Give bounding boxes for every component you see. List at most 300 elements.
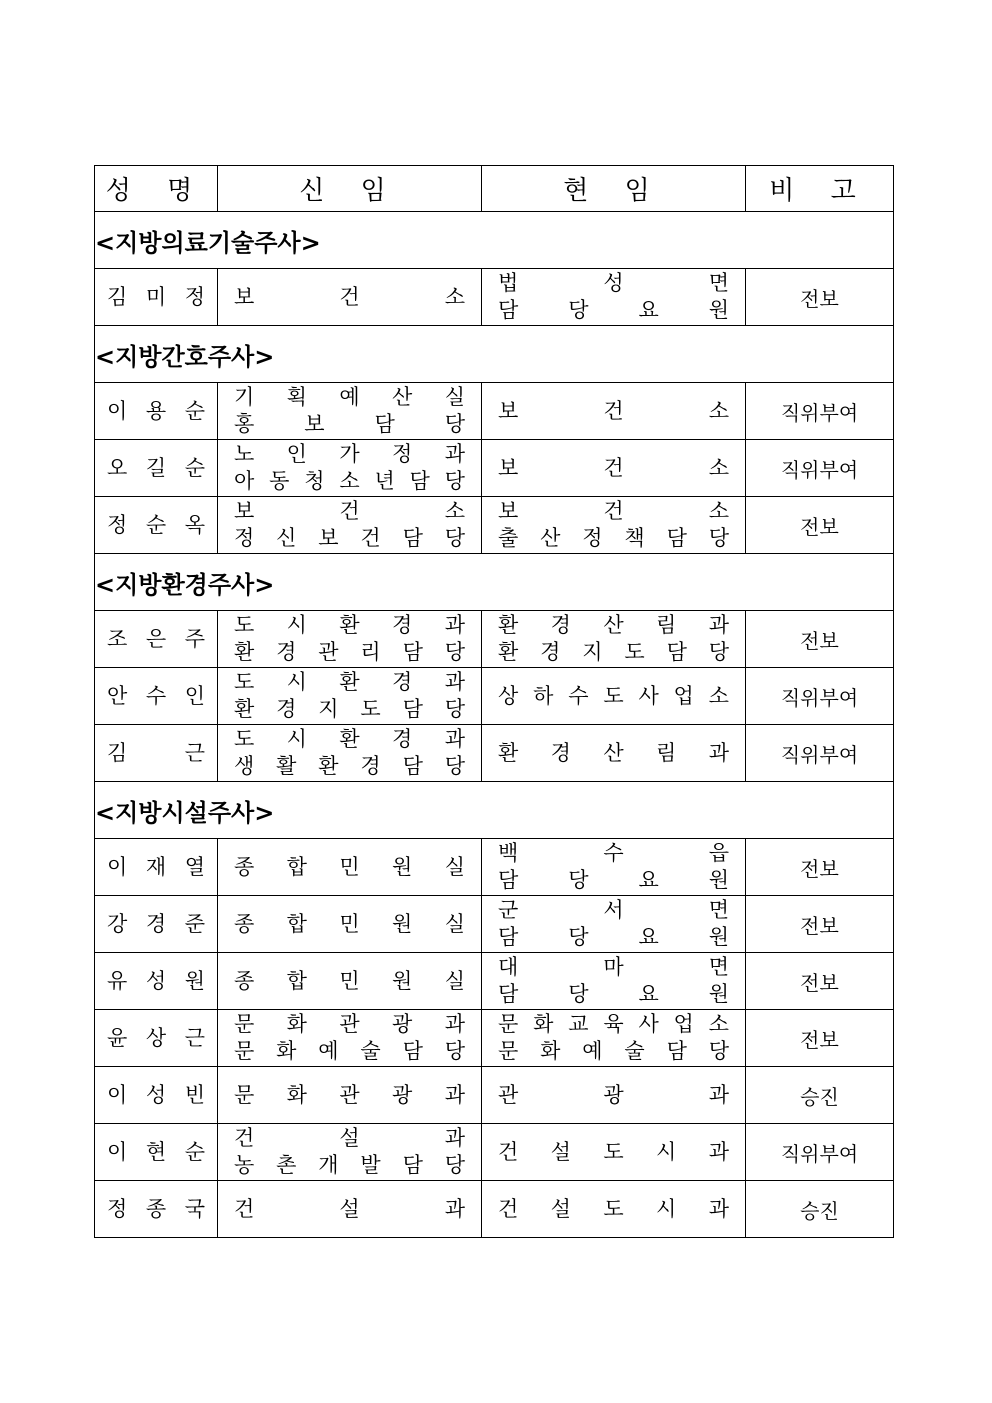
char: 육 [603,1012,624,1036]
char: 관 [498,1082,519,1107]
char: 예 [318,1039,339,1063]
table-row [95,1181,894,1238]
char: 신 [276,526,297,550]
note: 전보 [746,611,894,668]
personnel-table [94,165,894,1238]
char: 윤 [107,1025,128,1050]
char: 생 [234,754,255,778]
char: 강 [107,911,128,936]
current-post [482,269,746,326]
note: 전보 [746,896,894,953]
table-row [95,269,894,326]
char: 건 [498,1196,519,1221]
char: 설 [339,1126,360,1150]
char: 원 [392,854,413,879]
char: 아 [234,469,255,493]
person-name [95,1181,218,1238]
person-name-text [95,968,217,995]
current-post [482,953,746,1010]
char: 출 [498,526,519,550]
char: 설 [550,1139,571,1164]
char: 광 [392,1012,413,1036]
char: 동 [269,469,290,493]
char: 안 [107,683,128,708]
char: 경 [540,640,561,664]
char: 건 [234,1196,255,1221]
section-title: <지방시설주사> [95,782,894,839]
new-post [218,383,482,440]
current-post-line [482,897,745,924]
char: 발 [360,1153,381,1177]
new-post-line [218,468,481,495]
char: 보 [304,412,325,436]
char: 소 [708,398,729,423]
char: 당 [444,526,465,550]
note: 전보 [746,497,894,554]
char: 도 [603,683,624,708]
new-post [218,269,482,326]
char: 시 [656,1139,677,1164]
char: 경 [550,740,571,765]
char: 환 [318,754,339,778]
current-post [482,839,746,896]
char: 과 [444,670,465,694]
char: 경 [360,754,381,778]
char: 담 [498,982,519,1006]
char: 준 [184,911,205,936]
char: 술 [360,1039,381,1063]
char: 도 [624,640,645,664]
new-post [218,1010,482,1067]
char: 보 [234,499,255,523]
person-name-text [95,455,217,482]
current-post-line [482,1011,745,1038]
person-name [95,1067,218,1124]
char: 민 [339,968,360,993]
char: 수 [603,841,624,865]
current-post-line [482,840,745,867]
char: 담 [666,526,687,550]
new-post [218,440,482,497]
header-row [95,166,894,212]
person-name-text [95,1025,217,1052]
char: 실 [444,385,465,409]
char: 문 [234,1039,255,1063]
char: 과 [708,740,729,765]
char: 대 [498,955,519,979]
note: 직위부여 [746,1124,894,1181]
char: 용 [145,398,167,423]
char: 민 [339,911,360,936]
char: 설 [550,1196,571,1221]
new-post [218,1124,482,1181]
person-name [95,611,218,668]
table-row [95,497,894,554]
char: 당 [444,640,465,664]
person-name-text [95,1139,217,1166]
char: 조 [107,626,128,651]
new-post [218,1067,482,1124]
current-post [482,440,746,497]
section-row [95,554,894,611]
current-post-line [482,498,745,525]
table-row [95,668,894,725]
person-name-text [95,911,217,938]
new-post-line [218,1125,481,1152]
char: 길 [145,455,167,480]
char: 원 [392,968,413,993]
char: 정 [234,526,255,550]
new-post-line [218,284,481,311]
current-post-line [482,1038,745,1065]
person-name [95,440,218,497]
char: 당 [444,469,465,493]
char: 경 [392,613,413,637]
char: 과 [444,442,465,466]
char: 화 [276,1039,297,1063]
char: 정 [107,1196,128,1221]
new-post-line [218,525,481,552]
char: 청 [304,469,325,493]
char: 인 [286,442,307,466]
char: 서 [603,898,624,922]
char: 과 [708,1139,729,1164]
section-row [95,782,894,839]
char: 술 [624,1039,645,1063]
char: 담 [498,925,519,949]
char: 과 [708,613,729,637]
char: 지 [582,640,603,664]
person-name [95,1124,218,1181]
note: 전보 [746,953,894,1010]
char: 원 [184,968,205,993]
char: 담 [402,1039,423,1063]
char: 소 [708,455,729,480]
char: 백 [498,841,519,865]
char: 성 [145,968,167,993]
char: 사 [638,1012,659,1036]
char: 담 [402,526,423,550]
current-post-line [482,455,745,482]
personnel-table-body [95,166,894,1238]
char: 가 [339,442,360,466]
char: 소 [339,469,360,493]
person-name-text [95,854,217,881]
char: 순 [184,398,205,423]
current-post [482,668,746,725]
char: 화 [533,1012,554,1036]
char: 면 [708,271,729,295]
char: 보 [498,398,519,423]
char: 합 [286,968,307,993]
char: 은 [145,626,167,651]
current-post-line [482,398,745,425]
char: 홍 [234,412,255,436]
header-current-post: 현 임 [482,166,746,212]
table-row [95,896,894,953]
char: 과 [444,613,465,637]
char: 경 [145,911,167,936]
person-name-text [95,512,217,539]
char: 건 [498,1139,519,1164]
current-post-line [482,867,745,894]
char: 종 [234,911,255,936]
note: 승진 [746,1067,894,1124]
char: 순 [145,512,167,537]
current-post [482,1181,746,1238]
char: 당 [444,754,465,778]
char: 종 [234,854,255,879]
char: 담 [402,697,423,721]
char: 면 [708,898,729,922]
person-name-text [95,683,217,710]
new-post-line [218,1082,481,1109]
char: 상 [145,1025,167,1050]
new-post [218,611,482,668]
note: 승진 [746,1181,894,1238]
char: 옥 [184,512,205,537]
table-row [95,953,894,1010]
char: 관 [339,1082,360,1107]
char: 과 [444,1196,465,1221]
new-post-line [218,1196,481,1223]
char: 획 [286,385,307,409]
char: 군 [498,898,519,922]
char: 관 [339,1012,360,1036]
char: 당 [708,526,729,550]
char: 요 [638,298,659,322]
current-post [482,497,746,554]
char: 현 [145,1139,167,1164]
char: 순 [184,1139,205,1164]
char: 실 [444,854,465,879]
char: 시 [286,670,307,694]
person-name [95,383,218,440]
char: 오 [107,455,128,480]
char: 보 [498,455,519,480]
person-name-text [95,398,217,425]
char: 근 [184,740,205,765]
char: 소 [708,1012,729,1036]
char: 과 [444,1126,465,1150]
char: 김 [107,284,128,309]
new-post-line [218,968,481,995]
char: 시 [286,727,307,751]
char: 민 [339,854,360,879]
char: 환 [498,613,519,637]
current-post [482,383,746,440]
char: 업 [673,1012,694,1036]
char: 당 [568,925,589,949]
table-row [95,1067,894,1124]
new-post-line [218,726,481,753]
char: 정 [184,284,205,309]
new-post [218,1181,482,1238]
person-name-text [95,1196,217,1223]
new-post [218,725,482,782]
char: 관 [318,640,339,664]
person-name-text [95,740,217,767]
char: 건 [339,284,360,309]
char: 환 [339,613,360,637]
char: 과 [708,1082,729,1107]
section-title: <지방간호주사> [95,326,894,383]
new-post-line [218,911,481,938]
char: 원 [708,925,729,949]
char: 림 [656,740,677,765]
char: 면 [708,955,729,979]
char: 원 [708,298,729,322]
char: 담 [402,754,423,778]
current-post [482,725,746,782]
char: 도 [360,697,381,721]
char: 림 [656,613,677,637]
char: 원 [392,911,413,936]
char: 당 [444,412,465,436]
char: 실 [444,968,465,993]
char: 당 [708,640,729,664]
char: 문 [234,1082,255,1107]
current-post [482,1067,746,1124]
current-post-line [482,270,745,297]
char: 건 [339,499,360,523]
char: 과 [444,727,465,751]
char: 담 [666,1039,687,1063]
char: 보 [318,526,339,550]
char: 화 [286,1082,307,1107]
current-post [482,1010,746,1067]
table-row [95,440,894,497]
char: 경 [550,613,571,637]
person-name [95,725,218,782]
char: 종 [234,968,255,993]
new-post [218,953,482,1010]
char: 성 [145,1082,167,1107]
char: 경 [276,640,297,664]
char: 요 [638,868,659,892]
char: 광 [603,1082,624,1107]
table-row [95,611,894,668]
char: 소 [708,499,729,523]
char: 경 [392,670,413,694]
note: 직위부여 [746,440,894,497]
current-post-line [482,924,745,951]
char: 하 [533,683,554,708]
note: 직위부여 [746,383,894,440]
new-post-line [218,384,481,411]
char: 담 [402,1153,423,1177]
person-name [95,839,218,896]
char: 촌 [276,1153,297,1177]
char: 마 [603,955,624,979]
char: 문 [234,1012,255,1036]
char: 실 [444,911,465,936]
table-row [95,1010,894,1067]
char: 소 [444,284,465,309]
char: 당 [708,1039,729,1063]
current-post-line [482,639,745,666]
char: 시 [656,1196,677,1221]
char: 과 [444,1012,465,1036]
char: 요 [638,982,659,1006]
char: 원 [708,982,729,1006]
current-post-line [482,683,745,710]
person-name [95,1010,218,1067]
char: 당 [568,982,589,1006]
char: 리 [360,640,381,664]
new-post-line [218,696,481,723]
char: 소 [444,499,465,523]
section-row [95,212,894,269]
new-post [218,497,482,554]
char: 건 [360,526,381,550]
note: 전보 [746,1010,894,1067]
person-name-text [95,1082,217,1109]
char: 년 [374,469,395,493]
char: 시 [286,613,307,637]
char: 환 [234,640,255,664]
char: 활 [276,754,297,778]
char: 미 [145,284,167,309]
current-post-line [482,1139,745,1166]
new-post-line [218,441,481,468]
char: 건 [603,398,624,423]
char: 법 [498,271,519,295]
current-post-line [482,954,745,981]
current-post-line [482,297,745,324]
table-row [95,383,894,440]
current-post [482,896,746,953]
char: 환 [339,727,360,751]
char: 보 [498,499,519,523]
char: 산 [540,526,561,550]
char: 업 [673,683,694,708]
char: 경 [276,697,297,721]
char: 예 [339,385,360,409]
char: 합 [286,854,307,879]
char: 환 [234,697,255,721]
char: 사 [638,683,659,708]
current-post-line [482,740,745,767]
char: 농 [234,1153,255,1177]
table-row [95,1124,894,1181]
char: 주 [184,626,205,651]
char: 이 [107,398,128,423]
person-name [95,269,218,326]
char: 도 [234,670,255,694]
char: 책 [624,526,645,550]
char: 정 [392,442,413,466]
char: 도 [603,1196,624,1221]
person-name [95,668,218,725]
section-title: <지방환경주사> [95,554,894,611]
char: 성 [603,271,624,295]
char: 도 [603,1139,624,1164]
char: 이 [107,854,128,879]
char: 담 [374,412,395,436]
char: 건 [603,499,624,523]
char: 이 [107,1139,128,1164]
char: 노 [234,442,255,466]
new-post-line [218,854,481,881]
note: 전보 [746,269,894,326]
char: 당 [444,1039,465,1063]
new-post-line [218,1152,481,1179]
char: 화 [286,1012,307,1036]
char: 환 [498,640,519,664]
header-name: 성 명 [95,166,218,212]
section-title: <지방의료기술주사> [95,212,894,269]
